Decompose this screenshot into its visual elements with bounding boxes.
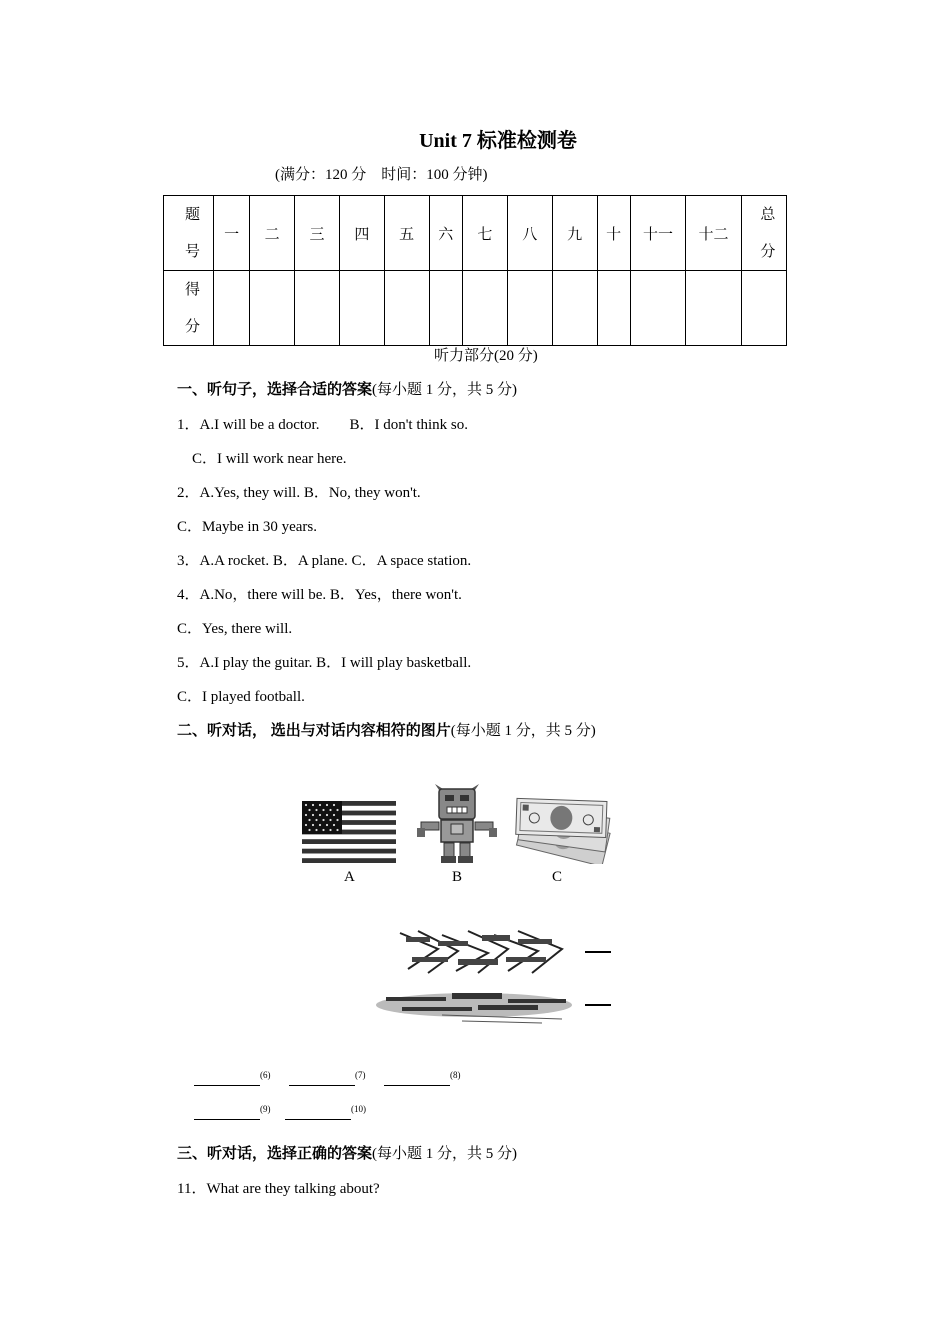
section2-heading (177, 719, 596, 740)
column-header: 一 (213, 196, 249, 271)
answer-blank[interactable] (194, 1104, 271, 1125)
blank-number: (8) (450, 1070, 461, 1080)
column-header: 四 (339, 196, 384, 271)
page-title: Unit 7 标准检测卷 (419, 130, 577, 152)
label-char: 分 (184, 317, 200, 335)
column-header: 九 (552, 196, 597, 271)
column-header: 十一 (630, 196, 685, 271)
question-line: 11．What are they talking about? (177, 1181, 380, 1197)
label-char: 分 (760, 242, 776, 260)
score-cell[interactable] (429, 271, 462, 346)
column-header: 十二 (686, 196, 741, 271)
blank-line[interactable] (285, 1109, 351, 1120)
robot-picture (417, 784, 497, 864)
american-flag-picture (302, 801, 396, 863)
question-line: C．I will work near here. (177, 451, 347, 467)
column-header: 二 (250, 196, 295, 271)
column-header: 八 (507, 196, 552, 271)
section2-points: (每小题 1 分，共 5 分) (450, 723, 596, 739)
picture-e-mark (585, 1004, 611, 1006)
column-header: 六 (429, 196, 462, 271)
section2-title: 二、听对话， 选出与对话内容相符的图片 (177, 723, 451, 739)
picture-d-mark (585, 951, 611, 953)
score-cell[interactable] (384, 271, 429, 346)
listening-header: 听力部分(20 分) (434, 348, 538, 364)
question-line: 3．A.A rocket. B．A plane. C．A space station. (177, 553, 472, 569)
answer-blank[interactable] (384, 1070, 461, 1091)
label-char: 得 (184, 280, 200, 298)
blank-line[interactable] (194, 1075, 260, 1086)
score-cell[interactable] (630, 271, 685, 346)
answer-blank[interactable] (194, 1070, 271, 1091)
blank-number: (9) (260, 1104, 271, 1114)
question-line: C．I played football. (177, 689, 305, 705)
column-header: 七 (462, 196, 507, 271)
column-header: 五 (384, 196, 429, 271)
question-line: 2．A.Yes, they will. B．No, they won't. (177, 485, 421, 501)
score-cell[interactable] (686, 271, 741, 346)
score-cell[interactable] (213, 271, 249, 346)
header-row (164, 196, 787, 271)
blank-line[interactable] (289, 1075, 355, 1086)
score-row (164, 271, 787, 346)
column-header: 十 (597, 196, 630, 271)
blank-number: (7) (355, 1070, 366, 1080)
score-cell[interactable] (741, 271, 786, 346)
column-header: 三 (295, 196, 340, 271)
score-cell[interactable] (295, 271, 340, 346)
section3-heading (177, 1142, 517, 1163)
score-cell[interactable] (507, 271, 552, 346)
section3-points: (每小题 1 分，共 5 分) (372, 1146, 518, 1162)
dollar-bills-picture (512, 792, 616, 864)
picture-caption: B (452, 869, 463, 885)
picture-caption: C (552, 869, 563, 885)
score-cell[interactable] (552, 271, 597, 346)
exam-info: (满分：120 分 时间：100 分钟) (275, 167, 488, 183)
score-cell[interactable] (250, 271, 295, 346)
picture-caption: A (344, 869, 355, 885)
label-char: 题 (184, 205, 200, 223)
blurred-picture-d (398, 929, 564, 975)
answer-blank[interactable] (285, 1104, 366, 1125)
blank-line[interactable] (384, 1075, 450, 1086)
label-char: 总 (760, 205, 776, 223)
row-label-question-no (164, 196, 214, 271)
row-label-score (164, 271, 214, 346)
score-cell[interactable] (597, 271, 630, 346)
question-line: C．Maybe in 30 years. (177, 519, 317, 535)
section3-title: 三、听对话，选择正确的答案 (177, 1146, 373, 1162)
question-line: 4．A.No，there will be. B．Yes，there won't. (177, 587, 462, 603)
column-header-total (741, 196, 786, 271)
blurred-picture-e (372, 989, 576, 1025)
question-line: C．Yes, there will. (177, 621, 293, 637)
answer-blank[interactable] (289, 1070, 366, 1091)
score-table (163, 195, 787, 346)
blank-number: (6) (260, 1070, 271, 1080)
blank-line[interactable] (194, 1109, 260, 1120)
question-line: 1．A.I will be a doctor. B．I don't think so. (177, 417, 469, 433)
label-char: 号 (184, 242, 200, 260)
blank-number: (10) (351, 1104, 366, 1114)
section1-points: (每小题 1 分，共 5 分) (372, 382, 518, 398)
section1-title: 一、听句子，选择合适的答案 (177, 382, 373, 398)
score-cell[interactable] (462, 271, 507, 346)
question-line: 5．A.I play the guitar. B．I will play basketball. (177, 655, 472, 671)
score-cell[interactable] (339, 271, 384, 346)
section1-heading (177, 378, 517, 399)
